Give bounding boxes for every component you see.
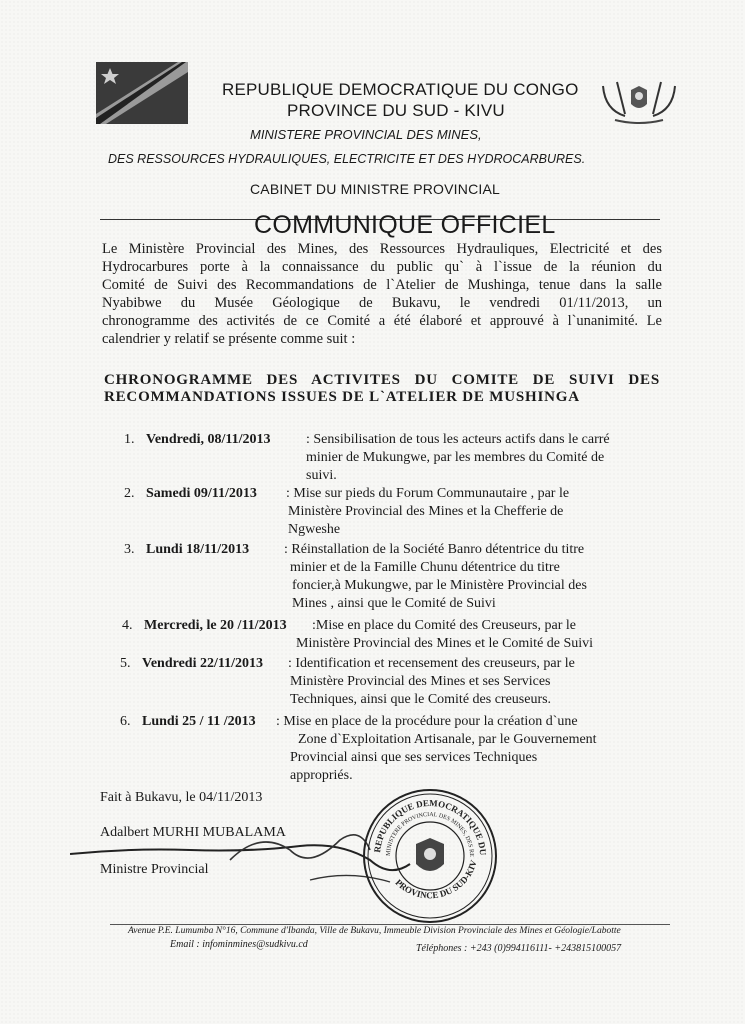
item-text: Techniques, ainsi que le Comité des creuseurs. xyxy=(290,692,552,707)
item-date: Samedi 09/11/2013 xyxy=(146,486,257,501)
page-title: COMMUNIQUE OFFICIEL xyxy=(254,211,556,239)
item-text: Ngweshe xyxy=(288,522,341,537)
intro-line: Nyabibwe du Musée Géologique de Bukavu, le vendredi 01/11/2013, un xyxy=(102,295,662,311)
item-text: : Mise sur pieds du Forum Communautaire , par le xyxy=(286,486,570,501)
list-item xyxy=(120,656,263,672)
item-number: 2. xyxy=(124,486,135,501)
footer-address: Avenue P.E. Lumumba N°16, Commune d'Ibanda, Ville de Bukavu, Immeuble Division Provinciale des Mines et Géologie/Labotte xyxy=(128,926,621,936)
intro-paragraph xyxy=(102,240,662,348)
list-item xyxy=(120,714,256,730)
item-text: Mines , ainsi que le Comité de Suivi xyxy=(292,596,496,611)
header-republic: REPUBLIQUE DEMOCRATIQUE DU CONGO xyxy=(222,80,579,99)
intro-line: Hydrocarbures porte à la connaissance du public qu` à l`issue de la réunion du xyxy=(102,259,662,275)
item-text: :Mise en place du Comité des Creuseurs, par le xyxy=(312,618,576,633)
chronogramme-title xyxy=(104,372,660,406)
intro-line: calendrier y relatif se présente comme suit : xyxy=(102,331,356,347)
chronogramme-title-line: RECOMMANDATIONS ISSUES DE L`ATELIER DE MUSHINGA xyxy=(104,389,580,405)
header-ministry-line1: MINISTERE PROVINCIAL DES MINES, xyxy=(250,127,482,142)
footer-phones: Téléphones : +243 (0)994116111- +243815100057 xyxy=(416,943,622,954)
coat-of-arms-emblem xyxy=(595,76,683,126)
list-item xyxy=(122,618,287,634)
item-date: Vendredi, 08/11/2013 xyxy=(146,432,271,447)
header-ministry-line2: DES RESSOURCES HYDRAULIQUES, ELECTRICITE ET DES HYDROCARBURES. xyxy=(108,152,586,166)
drc-flag xyxy=(96,62,188,124)
list-item xyxy=(124,542,249,558)
place-date: Fait à Bukavu, le 04/11/2013 xyxy=(100,790,263,805)
item-date: Vendredi 22/11/2013 xyxy=(142,656,263,671)
item-number: 3. xyxy=(124,542,135,557)
item-number: 6. xyxy=(120,714,131,729)
signatory-name: Adalbert MURHI MUBALAMA xyxy=(100,825,286,840)
item-text: Ministère Provincial des Mines et la Chefferie de xyxy=(288,504,564,519)
stamp-ring-text: MINISTERE PROVINCIAL DES MINES, DES RE xyxy=(385,811,475,857)
intro-line: Comité de Suivi des Recommandations de l`Atelier de Mushinga, tenue dans la salle xyxy=(102,277,662,293)
header-cabinet: CABINET DU MINISTRE PROVINCIAL xyxy=(250,181,501,197)
item-text: Ministère Provincial des Mines et ses Services xyxy=(290,674,551,689)
item-text: minier et de la Famille Chunu détentrice du titre xyxy=(290,560,560,575)
footer-rule xyxy=(110,924,670,925)
list-item xyxy=(124,432,270,448)
item-text: Ministère Provincial des Mines et le Comité de Suivi xyxy=(296,636,594,651)
item-text: appropriés. xyxy=(290,768,353,783)
intro-line: Le Ministère Provincial des Mines, des Ressources Hydrauliques, Electricité et des xyxy=(102,241,662,257)
item-text: : Sensibilisation de tous les acteurs actifs dans le carré xyxy=(306,432,610,447)
item-text: : Identification et recensement des creuseurs, par le xyxy=(288,656,575,671)
stamp-top-text: REPUBLIQUE DEMOCRATIQUE DU xyxy=(372,797,489,856)
item-number: 1. xyxy=(124,432,135,447)
item-text: Provincial ainsi que ses services Techniques xyxy=(290,750,538,765)
item-text: Zone d`Exploitation Artisanale, par le Gouvernement xyxy=(298,732,597,747)
list-item xyxy=(124,486,257,502)
item-date: Mercredi, le 20 /11/2013 xyxy=(144,618,287,633)
item-date: Lundi 18/11/2013 xyxy=(146,542,250,557)
item-text: : Mise en place de la procédure pour la création d`une xyxy=(276,714,578,729)
header-province: PROVINCE DU SUD - KIVU xyxy=(287,101,505,120)
item-text: minier de Mukungwe, par les membres du Comité de xyxy=(306,450,605,465)
item-number: 5. xyxy=(120,656,131,671)
stamp-bottom-text: PROVINCE DU SUD-KIV xyxy=(393,858,479,901)
item-text: suivi. xyxy=(306,468,337,483)
item-number: 4. xyxy=(122,618,133,633)
chronogramme-title-line: CHRONOGRAMME DES ACTIVITES DU COMITE DE SUIVI DES xyxy=(104,372,660,388)
item-text: foncier,à Mukungwe, par le Ministère Provincial des xyxy=(292,578,587,593)
intro-line: chronogramme des activités de ce Comité a été élaboré et approuvé à l`unanimité. Le xyxy=(102,313,662,329)
official-stamp xyxy=(360,786,500,926)
item-text: : Réinstallation de la Société Banro détentrice du titre xyxy=(284,542,585,557)
signatory-role: Ministre Provincial xyxy=(100,862,209,877)
footer-email: Email : infominmines@sudkivu.cd xyxy=(170,939,308,950)
item-date: Lundi 25 / 11 /2013 xyxy=(142,714,256,729)
